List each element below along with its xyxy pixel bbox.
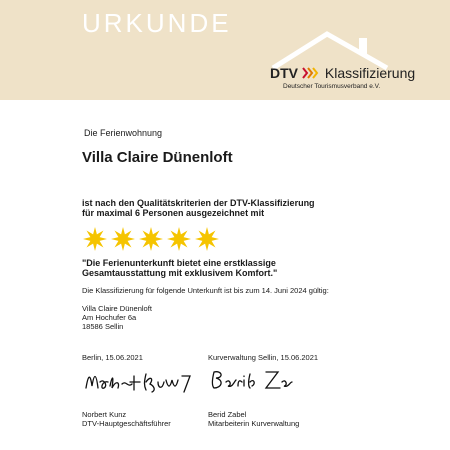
- property-type-label: Die Ferienwohnung: [84, 128, 163, 138]
- address-line: 18586 Sellin: [82, 322, 124, 331]
- criteria-line-1: ist nach den Qualitätskriterien der DTV-Klassifizierung: [82, 198, 315, 208]
- address-line: Villa Claire Dünenloft: [82, 304, 152, 313]
- dtv-subtitle: Deutscher Tourismusverband e.V.: [283, 83, 381, 90]
- star-rating: [82, 226, 222, 252]
- signer-role-right: Mitarbeiterin Kurverwaltung: [208, 419, 300, 428]
- signer-name-left: Norbert Kunz: [82, 410, 127, 419]
- quote-line-2: Gesamtausstattung mit exklusivem Komfort.": [82, 268, 278, 278]
- certificate-title: URKUNDE: [82, 8, 232, 38]
- header-banner: [0, 0, 450, 100]
- signer-role-left: DTV-Hauptgeschäftsführer: [82, 419, 171, 428]
- signature-left: [82, 366, 192, 396]
- star-icon: [195, 227, 219, 251]
- signature-right: [208, 366, 298, 392]
- validity-text: Die Klassifizierung für folgende Unterkunft ist bis zum 14. Juni 2024 gültig:: [82, 286, 329, 295]
- address-line: Am Hochufer 6a: [82, 313, 137, 322]
- star-icon: [167, 227, 191, 251]
- dtv-arrows-icon: [302, 66, 320, 80]
- dtv-logo: [270, 64, 415, 82]
- klassifizierung-wordmark: Klassifizierung: [324, 64, 416, 81]
- date-place-left: Berlin, 15.06.2021: [82, 353, 143, 362]
- dtv-wordmark: DTV: [270, 64, 298, 81]
- signer-name-right: Berid Zabel: [208, 410, 247, 419]
- star-icon: [83, 227, 107, 251]
- quote-line-1: "Die Ferienunterkunft bietet eine erstklassige: [82, 258, 276, 268]
- criteria-line-2: für maximal 6 Personen ausgezeichnet mit: [82, 208, 265, 218]
- date-place-right: Kurverwaltung Sellin, 15.06.2021: [208, 353, 319, 362]
- star-icon: [111, 227, 135, 251]
- property-name: Villa Claire Dünenloft: [82, 149, 233, 166]
- star-icon: [139, 227, 163, 251]
